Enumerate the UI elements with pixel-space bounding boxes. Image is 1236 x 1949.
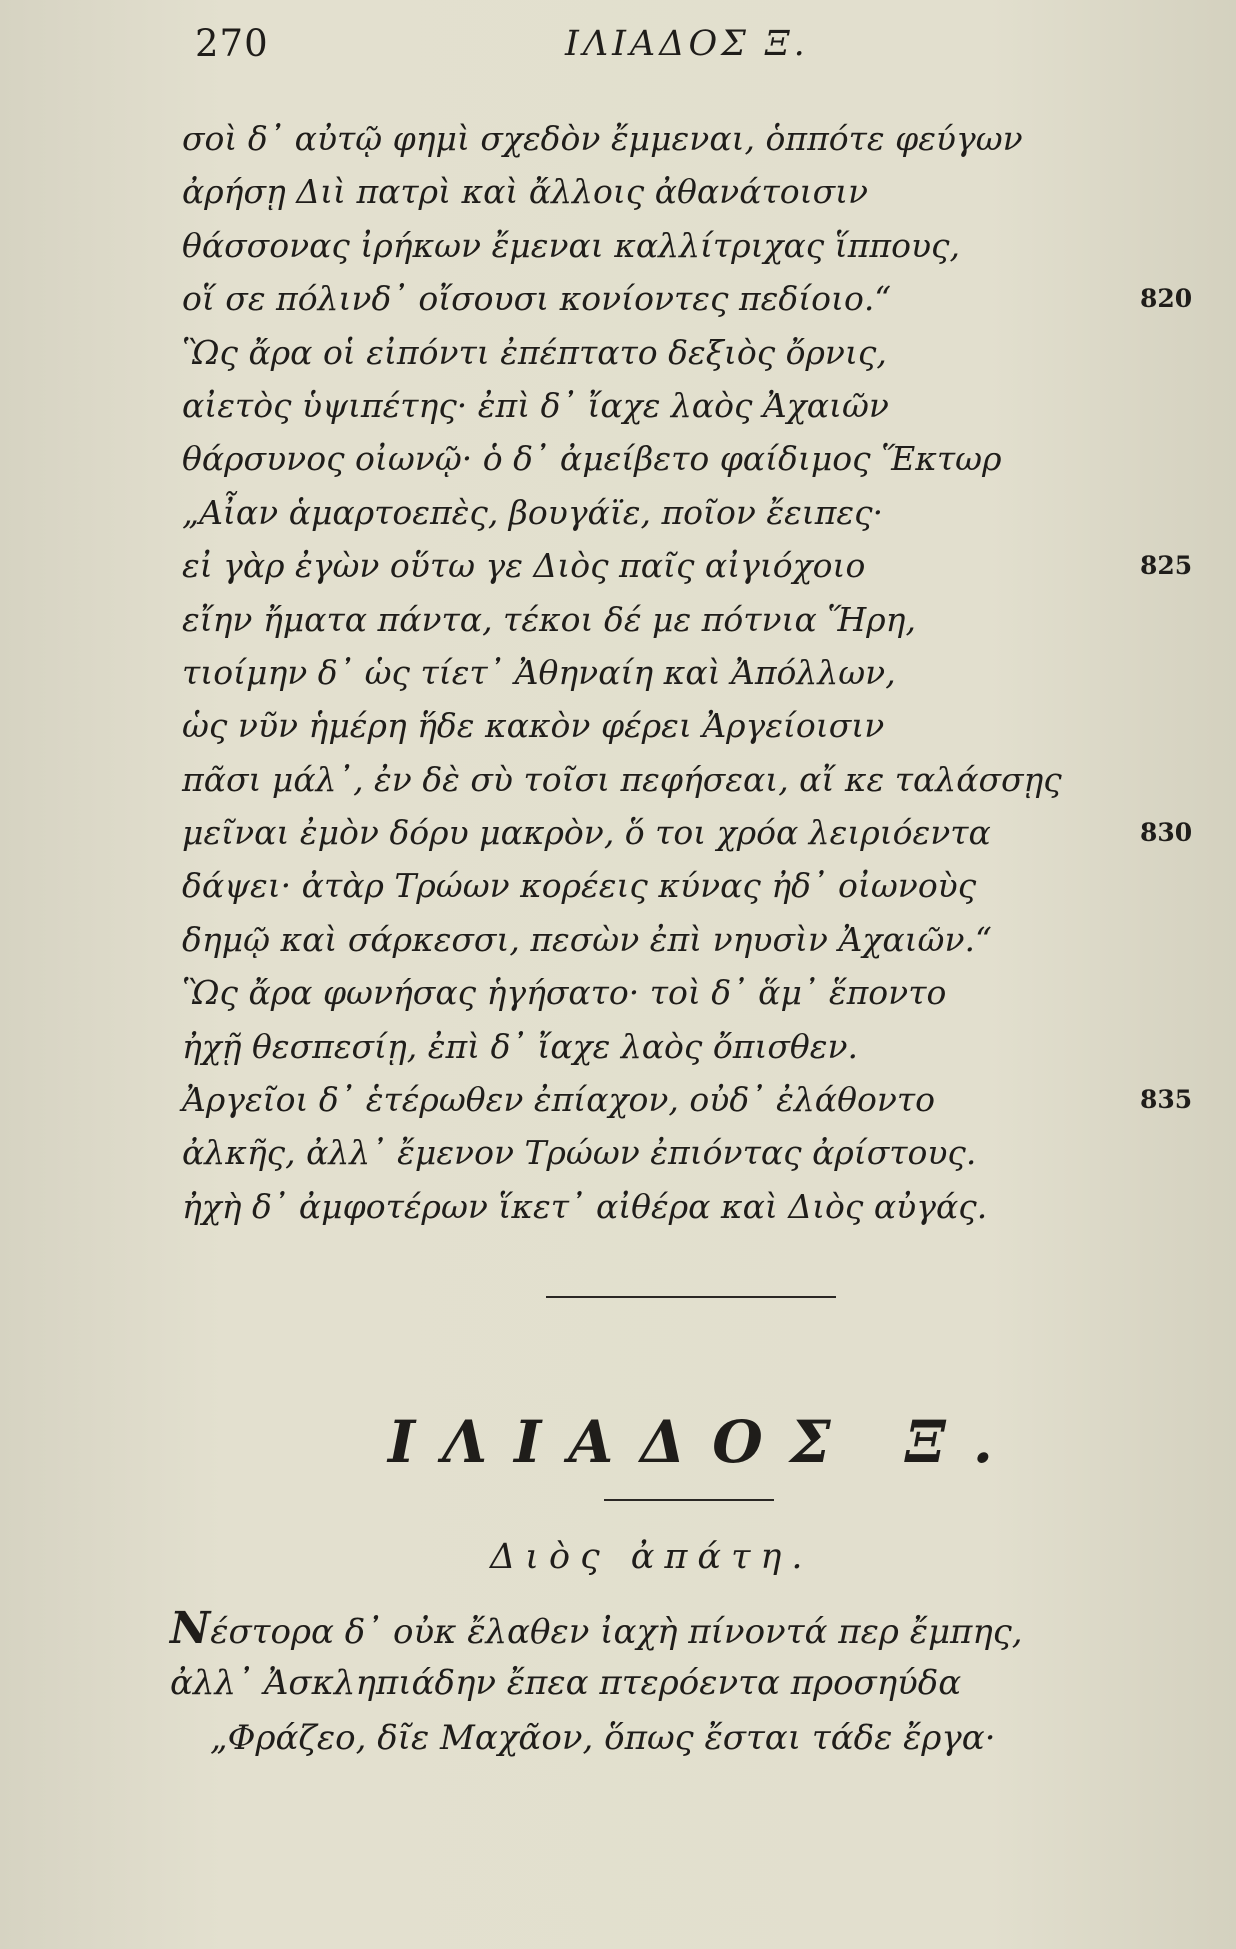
verse-line — [182, 593, 1202, 646]
verse-text: εἴην ἤματα πάντα, τέκοι δέ με πότνια Ἥρη, — [182, 599, 916, 639]
verse-line — [182, 806, 1202, 859]
book-subtitle: Διὸς ἀπάτη. — [490, 1537, 813, 1577]
verse-text: τιοίμην δ᾽ ὡς τίετ᾽ Ἀθηναίη καὶ Ἀπόλλων, — [182, 652, 896, 692]
title-divider — [604, 1499, 774, 1501]
verse-line — [170, 1602, 1200, 1657]
verse-line — [182, 539, 1202, 592]
verse-text: ἀλκῆς, ἀλλ᾽ ἔμενον Τρώων ἐπιόντας ἀρίστους. — [182, 1133, 977, 1173]
verse-line — [182, 913, 1202, 966]
verse-line — [170, 1712, 1200, 1767]
verse-text: θάρσυνος οἰωνῷ· ὁ δ᾽ ἀμείβετο φαίδιμος Ἕκτωρ — [182, 439, 1002, 479]
verse-text: Ὣς ἄρα οἱ εἰπόντι ἐπέπτατο δεξιὸς ὄρνις, — [182, 332, 887, 372]
section-divider — [546, 1296, 836, 1298]
verse-line — [182, 1073, 1202, 1126]
verse-line — [182, 272, 1202, 325]
verse-line — [182, 753, 1202, 806]
verse-line — [182, 646, 1202, 699]
verse-text: δάψει· ἀτὰρ Τρώων κορέεις κύνας ἠδ᾽ οἰωνοὺς — [182, 866, 977, 906]
verse-line — [182, 699, 1202, 752]
verse-line — [182, 165, 1202, 218]
verse-line — [182, 432, 1202, 485]
line-number: 830 — [1140, 818, 1193, 848]
verse-text: δημῷ καὶ σάρκεσσι, πεσὼν ἐπὶ νηυσὶν Ἀχαιῶν.“ — [182, 919, 992, 959]
verse-line — [170, 1657, 1200, 1712]
verse-text: έστορα δ᾽ οὐκ ἔλαθεν ἰαχὴ πίνοντά περ ἔμπης, — [210, 1612, 1023, 1652]
verse-line — [182, 1020, 1202, 1073]
verse-text: εἰ γὰρ ἐγὼν οὕτω γε Διὸς παῖς αἰγιόχοιο — [182, 546, 866, 586]
verse-line — [182, 379, 1202, 432]
verse-line — [182, 219, 1202, 272]
book-title: ΙΛΙΑΔΟΣ Ξ. — [388, 1408, 1020, 1476]
verse-text: ἠχὴ δ᾽ ἀμφοτέρων ἵκετ᾽ αἰθέρα καὶ Διὸς αὐγάς. — [182, 1186, 988, 1226]
line-number: 835 — [1140, 1085, 1193, 1115]
verse-text: ἀρήσῃ Διὶ πατρὶ καὶ ἄλλοις ἀθανάτοισιν — [182, 172, 869, 212]
verse-line — [182, 486, 1202, 539]
drop-cap: Ν — [170, 1603, 211, 1654]
verse-text: Ἀργεῖοι δ᾽ ἑτέρωθεν ἐπίαχον, οὐδ᾽ ἐλάθοντο — [182, 1080, 936, 1120]
verse-text: θάσσονας ἰρήκων ἔμεναι καλλίτριχας ἵππους, — [182, 225, 960, 265]
verse-text: οἵ σε πόλινδ᾽ οἴσουσι κονίοντες πεδίοιο.“ — [182, 279, 892, 319]
verse-text: σοὶ δ᾽ αὐτῷ φημὶ σχεδὸν ἔμμεναι, ὁππότε φεύγων — [182, 119, 1023, 158]
verse-text: ὡς νῦν ἡμέρη ἥδε κακὸν φέρει Ἀργείοισιν — [182, 706, 885, 746]
line-number: 820 — [1140, 284, 1193, 314]
book-opening-lines — [170, 1602, 1200, 1767]
verse-text: „Φράζεο, δῖε Μαχᾶον, ὅπως ἔσται τάδε ἔργα· — [210, 1718, 996, 1758]
verse-line — [182, 966, 1202, 1019]
verse-text: πᾶσι μάλ᾽, ἐν δὲ σὺ τοῖσι πεφήσεαι, αἴ κε ταλάσσῃς — [182, 759, 1062, 799]
verse-line — [182, 326, 1202, 379]
verse-text: ἠχῇ θεσπεσίῃ, ἐπὶ δ᾽ ἴαχε λαὸς ὄπισθεν. — [182, 1026, 859, 1066]
verse-line — [182, 1126, 1202, 1179]
verse-line — [182, 1180, 1202, 1233]
verse-text: ἀλλ᾽ Ἀσκληπιάδην ἔπεα πτερόεντα προσηύδα — [170, 1663, 962, 1703]
verse-text: μεῖναι ἐμὸν δόρυ μακρὸν, ὅ τοι χρόα λειριόεντα — [182, 813, 991, 853]
verse-line — [182, 112, 1202, 165]
page-number: 270 — [195, 22, 269, 65]
line-number: 825 — [1140, 551, 1193, 581]
verse-text: αἰετὸς ὑψιπέτης· ἐπὶ δ᾽ ἴαχε λαὸς Ἀχαιῶν — [182, 385, 889, 425]
verse-text: Ὣς ἄρα φωνήσας ἡγήσατο· τοὶ δ᾽ ἅμ᾽ ἕποντο — [182, 973, 947, 1013]
page-header — [195, 22, 1095, 82]
verse-line — [182, 859, 1202, 912]
verse-text: „Αἶαν ἁμαρτοεπὲς, βουγάϊε, ποῖον ἔειπες· — [182, 492, 884, 532]
running-head: ΙΛΙΑΔΟΣ Ξ. — [565, 24, 809, 64]
verse-block — [182, 112, 1202, 1233]
